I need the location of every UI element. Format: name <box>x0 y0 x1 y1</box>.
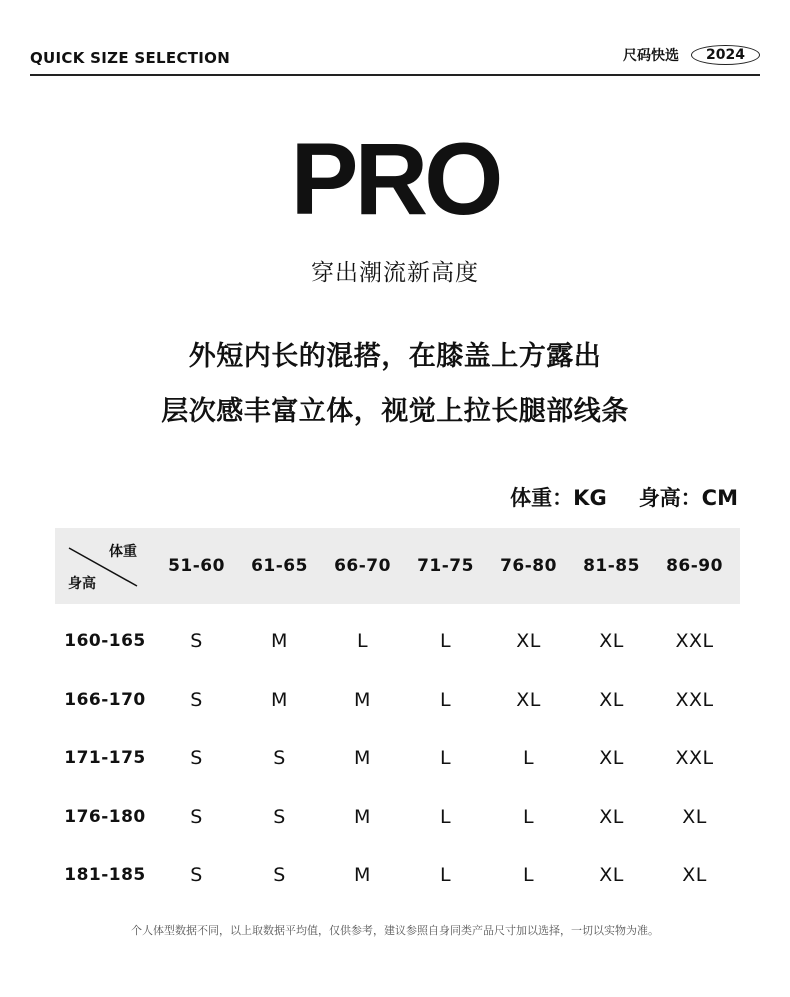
size-cell: M <box>271 630 288 653</box>
size-cell: S <box>190 630 203 653</box>
size-cell: S <box>190 864 203 887</box>
size-cell: M <box>354 864 371 887</box>
size-cell: XL <box>516 630 541 653</box>
column-header: 71-75 <box>417 556 474 576</box>
size-cell: M <box>354 747 371 770</box>
corner-height-label: 身高 <box>68 576 96 592</box>
size-cell: XL <box>599 805 624 828</box>
size-cell: M <box>271 688 288 711</box>
column-header: 81-85 <box>583 556 640 576</box>
description-line-2: 层次感丰富立体，视觉上拉长腿部线条 <box>161 396 629 427</box>
row-header: 166-170 <box>64 689 146 710</box>
size-cell: M <box>354 688 371 711</box>
size-cell: XL <box>599 688 624 711</box>
table-row <box>55 612 740 671</box>
size-cell: L <box>439 864 452 887</box>
height-unit: 身高：CM <box>638 486 738 510</box>
units-legend <box>510 482 738 512</box>
size-cell: XL <box>599 630 624 653</box>
size-cell: S <box>273 805 286 828</box>
table-row <box>55 729 740 788</box>
size-cell: S <box>273 747 286 770</box>
size-cell: XL <box>599 747 624 770</box>
size-cell: L <box>439 630 452 653</box>
column-headers <box>155 556 736 576</box>
table-header-row <box>55 528 740 604</box>
page-header <box>30 44 760 76</box>
brand-title: PRO <box>290 122 500 236</box>
row-header: 160-165 <box>64 631 146 652</box>
table-row <box>55 846 740 905</box>
row-header: 171-175 <box>64 748 146 769</box>
column-header: 76-80 <box>500 556 557 576</box>
header-title-cn: 尺码快选 <box>623 48 680 64</box>
table-body <box>55 612 740 905</box>
size-cell: XL <box>599 864 624 887</box>
size-cell: XL <box>682 805 707 828</box>
size-cell: S <box>190 747 203 770</box>
column-header: 51-60 <box>168 556 225 576</box>
row-header: 181-185 <box>64 865 146 886</box>
size-cell: S <box>190 688 203 711</box>
size-cell: S <box>190 805 203 828</box>
size-cell: L <box>522 864 535 887</box>
description-line-1: 外短内长的混搭，在膝盖上方露出 <box>188 341 602 372</box>
size-cell: L <box>356 630 369 653</box>
size-cell: L <box>439 747 452 770</box>
column-header: 66-70 <box>334 556 391 576</box>
size-cell: XXL <box>675 630 714 653</box>
column-header: 61-65 <box>251 556 308 576</box>
slogan: 穿出潮流新高度 <box>311 260 479 286</box>
footnote: 个人体型数据不同，以上取数据平均值，仅供参考，建议参照自身同类产品尺寸加以选择，一切以实物为准。 <box>131 924 659 937</box>
size-cell: L <box>439 805 452 828</box>
size-cell: XXL <box>675 747 714 770</box>
weight-unit: 体重：KG <box>510 486 607 510</box>
size-cell: XXL <box>675 688 714 711</box>
table-row <box>55 788 740 847</box>
size-cell: L <box>522 747 535 770</box>
table-row <box>55 671 740 730</box>
size-table <box>55 528 740 905</box>
table-corner <box>55 528 155 604</box>
size-cell: S <box>273 864 286 887</box>
size-cell: L <box>439 688 452 711</box>
corner-weight-label: 体重 <box>109 544 137 560</box>
row-header: 176-180 <box>64 806 146 827</box>
size-cell: XL <box>682 864 707 887</box>
header-title-en: QUICK SIZE SELECTION <box>30 49 231 67</box>
year-badge: 2024 <box>691 45 760 65</box>
size-cell: XL <box>516 688 541 711</box>
size-cell: L <box>522 805 535 828</box>
column-header: 86-90 <box>666 556 723 576</box>
size-cell: M <box>354 805 371 828</box>
header-right-group <box>623 45 760 65</box>
